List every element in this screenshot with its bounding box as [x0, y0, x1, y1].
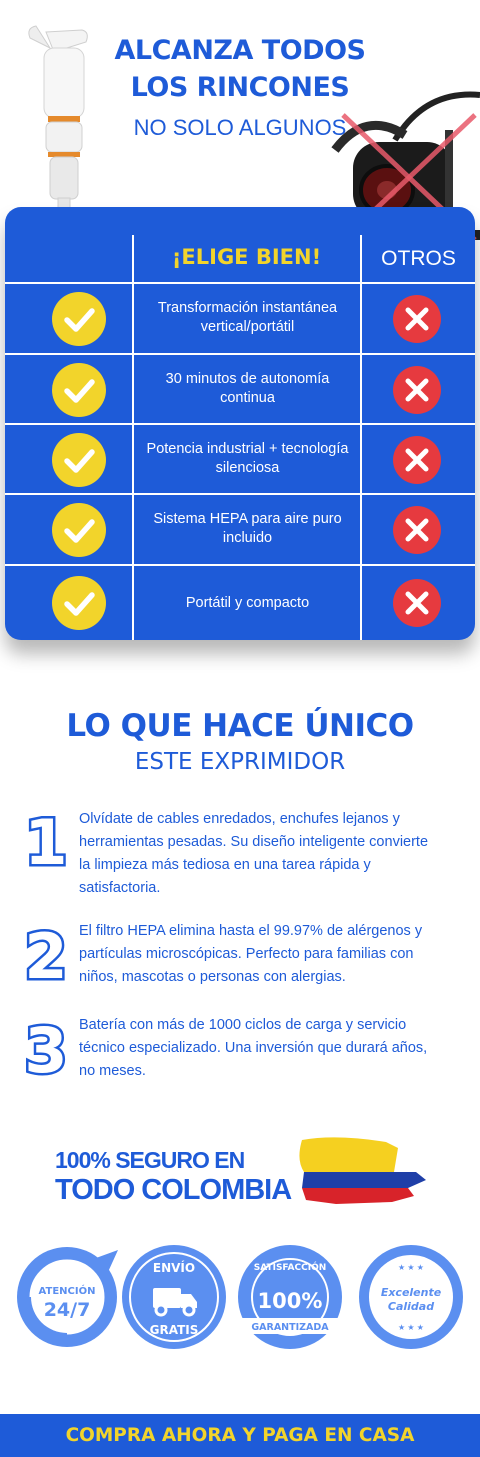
attention-24-7-badge	[12, 1242, 122, 1352]
satisfaction-top-label: SATISFACCIÓN	[253, 1263, 327, 1273]
satisfaction-bottom-label: GARANTIZADA	[251, 1322, 329, 1333]
svg-text:3: 3	[24, 1014, 68, 1084]
quality-bottom-label: Calidad	[387, 1300, 435, 1313]
header-others: OTROS	[381, 247, 456, 270]
check-icon	[52, 292, 106, 346]
safety-text	[55, 1146, 291, 1206]
satisfaction-mid-label: 100%	[257, 1289, 323, 1313]
svg-text:1: 1	[24, 808, 68, 878]
quality-top-label: Excelente	[380, 1286, 442, 1299]
check-icon	[52, 503, 106, 557]
unique-title: LO QUE HACE ÚNICO	[66, 708, 414, 744]
x-icon	[393, 295, 441, 343]
svg-text:★ ★ ★: ★ ★ ★	[398, 1263, 424, 1272]
table-row	[5, 493, 475, 563]
feature-label: Potencia industrial + tecnología silenciosa	[146, 441, 349, 476]
hero-title-line1: ALCANZA TODOS	[114, 35, 366, 66]
comparison-table	[5, 207, 475, 640]
feature-label: Transformación instantánea vertical/portátil	[157, 300, 338, 335]
number-3-icon	[18, 1014, 74, 1084]
cta-label: COMPRA AHORA Y PAGA EN CASA	[65, 1425, 415, 1446]
excellent-quality-badge	[356, 1242, 466, 1352]
shipping-bottom-label: GRATIS	[149, 1323, 199, 1337]
safety-line2: TODO COLOMBIA	[55, 1174, 292, 1206]
safety-line1: 100% SEGURO EN	[55, 1147, 245, 1173]
attention-bottom-label: 24/7	[43, 1299, 91, 1321]
cta-banner[interactable]	[0, 1414, 480, 1457]
x-icon	[393, 579, 441, 627]
feature-label: 30 minutos de autonomía continua	[165, 371, 330, 406]
point-text: El filtro HEPA elimina hasta el 99.97% de alérgenos y partículas microscópicas. Perfecto para familias con niños, mascotas o personas con alergias.	[79, 923, 423, 985]
x-icon	[393, 366, 441, 414]
table-header	[5, 207, 475, 282]
check-icon	[52, 433, 106, 487]
check-icon	[52, 363, 106, 417]
header-ours: ¡ELIGE BIEN!	[171, 245, 322, 269]
attention-top-label: ATENCIÓN	[38, 1286, 96, 1297]
unique-subtitle: ESTE EXPRIMIDOR	[134, 749, 346, 775]
free-shipping-badge	[119, 1242, 229, 1352]
point-text: Batería con más de 1000 ciclos de carga y servicio técnico especializado. Una inversión que durará años, no meses.	[79, 1017, 428, 1079]
hero-section	[0, 0, 480, 210]
number-2-icon	[18, 920, 74, 990]
point-text: Olvídate de cables enredados, enchufes lejanos y herramientas pesadas. Su diseño inteligente convierte la limpieza más tediosa en una tarea rápida y satisfactoria.	[79, 811, 429, 896]
svg-text:2: 2	[24, 920, 68, 990]
feature-label: Portátil y compacto	[185, 594, 310, 611]
hero-subtitle: NO SOLO ALGUNOS	[133, 115, 347, 140]
table-row	[5, 423, 475, 493]
satisfaction-badge	[235, 1242, 345, 1352]
shipping-top-label: ENVÍO	[152, 1261, 196, 1275]
hero-title-line2: LOS RINCONES	[130, 72, 350, 103]
svg-text:★ ★ ★: ★ ★ ★	[398, 1323, 424, 1332]
x-icon	[393, 436, 441, 484]
table-row	[5, 564, 475, 640]
colombia-flag-icon	[296, 1136, 430, 1208]
x-icon	[393, 506, 441, 554]
table-row	[5, 353, 475, 423]
feature-label: Sistema HEPA para aire puro incluido	[153, 511, 342, 546]
number-1-icon	[18, 808, 74, 878]
check-icon	[52, 576, 106, 630]
table-row	[5, 282, 475, 352]
